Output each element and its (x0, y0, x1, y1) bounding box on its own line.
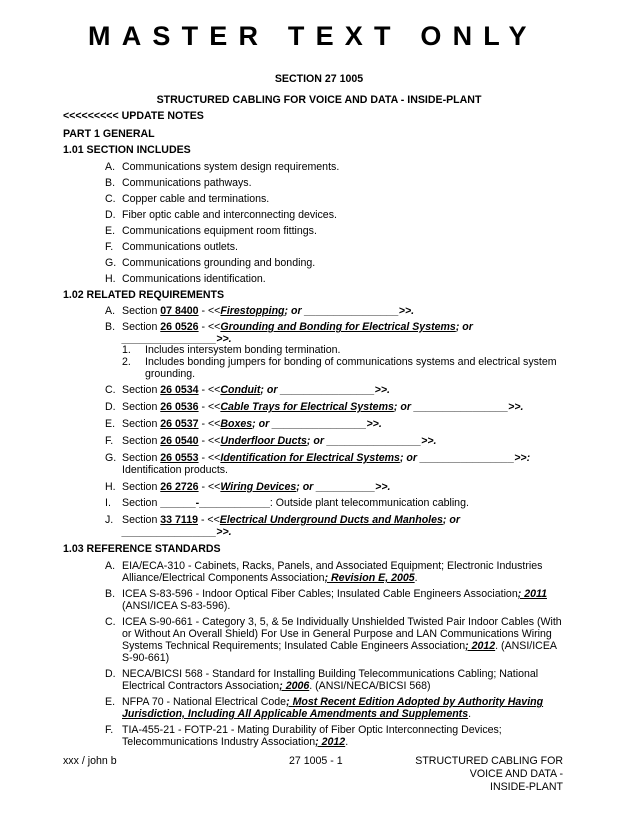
article-heading-1-02: 1.02 RELATED REQUIREMENTS (63, 289, 225, 301)
section-number: SECTION 27 1005 (274, 73, 364, 85)
footer-author: xxx / john b (63, 755, 117, 767)
footer-page-number: 27 1005 - 1 (289, 755, 343, 767)
article-heading-1-03: 1.03 REFERENCE STANDARDS (63, 543, 221, 555)
update-notes: <<<<<<<<< UPDATE NOTES (63, 110, 204, 122)
article-heading-1-01: 1.01 SECTION INCLUDES (63, 144, 191, 156)
part-heading: PART 1 GENERAL (63, 128, 155, 140)
section-title: STRUCTURED CABLING FOR VOICE AND DATA - INSIDE-PLANT (156, 94, 482, 106)
footer-section-title: STRUCTURED CABLING FOR VOICE AND DATA - INSIDE-PLANT (415, 755, 563, 793)
master-text-banner: MASTER TEXT ONLY (88, 21, 538, 51)
